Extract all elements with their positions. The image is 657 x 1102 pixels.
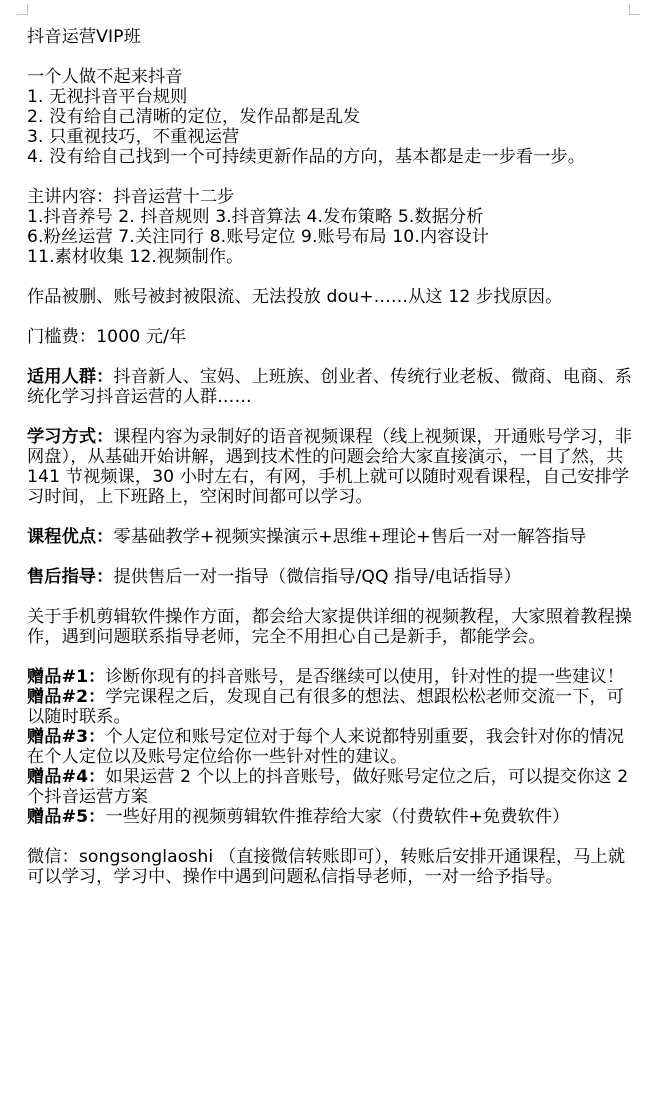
gift-item [27,807,633,827]
content-steps-line: 1.抖音养号 2. 抖音规则 3.抖音算法 4.发布策略 5.数据分析 [27,207,484,227]
gift-text: 学完课程之后，发现自己有很多的想法、想跟松松老师交流一下，可以随时联系。 [27,687,625,727]
gift-item [27,727,633,767]
method-text: 课程内容为录制好的语音视频课程（线上视频课，开通账号学习，非网盘），从基础开始讲解，遇到技术性的问题会给大家直接演示，一目了然，共 141 节视频课，30 小时左右，有网，手机上就可以随时观看课程，自己安排学习时间，上下班路上，空闲时间都可以学习。 [27,427,633,507]
gift-item [27,687,633,727]
gift-item [27,667,633,687]
document-body [27,27,633,887]
method-label: 学习方式： [27,427,114,447]
gift-label: 赠品#3： [27,727,106,747]
fee-text: 门槛费：1000 元/年 [27,327,187,347]
notice-text: 作品被删、账号被封被限流、无法投放 dou+……从这 12 步找原因。 [27,287,563,307]
problem-item: 4. 没有给自己找到一个可持续更新作品的方向，基本都是走一步看一步。 [27,147,586,167]
content-steps-line: 11.素材收集 12.视频制作。 [27,247,244,267]
gift-label: 赠品#4： [27,767,106,787]
advantage-text: 零基础教学+视频实操演示+思维+理论+售后一对一解答指导 [113,527,587,547]
page-corner-mark-left [17,4,28,15]
problem-item: 3. 只重视技巧，不重视运营 [27,127,240,147]
audience-label: 适用人群： [27,367,114,387]
gift-text: 如果运营 2 个以上的抖音账号，做好账号定位之后，可以提交你这 2 个抖音运营方案 [27,767,629,807]
problems-heading: 一个人做不起来抖音 [27,67,183,87]
gift-label: 赠品#1： [27,667,106,687]
gift-text: 诊断你现有的抖音账号，是否继续可以使用，针对性的提一些建议！ [105,667,625,687]
audience-paragraph [27,367,633,407]
gift-label: 赠品#2： [27,687,106,707]
problem-item: 2. 没有给自己清晰的定位，发作品都是乱发 [27,107,361,127]
advantage-label: 课程优点： [27,527,114,547]
gift-label: 赠品#5： [27,807,106,827]
content-heading: 主讲内容：抖音运营十二步 [27,187,235,207]
aftersale-text: 提供售后一对一指导（微信指导/QQ 指导/电话指导） [113,567,522,587]
audience-text: 抖音新人、宝妈、上班族、创业者、传统行业老板、微商、电商、系统化学习抖音运营的人群…… [27,367,633,407]
gift-text: 个人定位和账号定位对于每个人来说都特别重要，我会针对你的情况在个人定位以及账号定位给你一些针对性的建议。 [27,727,625,767]
software-paragraph: 关于手机剪辑软件操作方面，都会给大家提供详细的视频教程，大家照着教程操作，遇到问题联系指导老师，完全不用担心自己是新手，都能学会。 [27,607,633,647]
method-paragraph [27,427,633,507]
problem-item: 1. 无视抖音平台规则 [27,87,188,107]
contact-paragraph: 微信：songsonglaoshi （直接微信转账即可），转账后安排开通课程，马上就可以学习，学习中、操作中遇到问题私信指导老师，一对一给予指导。 [27,847,626,887]
advantage-paragraph [27,527,633,547]
document-title: 抖音运营VIP班 [27,27,141,47]
gift-item [27,767,633,807]
gift-text: 一些好用的视频剪辑软件推荐给大家（付费软件+免费软件） [105,807,570,827]
page-corner-mark-right [629,4,640,15]
content-steps-line: 6.粉丝运营 7.关注同行 8.账号定位 9.账号布局 10.内容设计 [27,227,490,247]
aftersale-paragraph [27,567,633,587]
aftersale-label: 售后指导： [27,567,114,587]
